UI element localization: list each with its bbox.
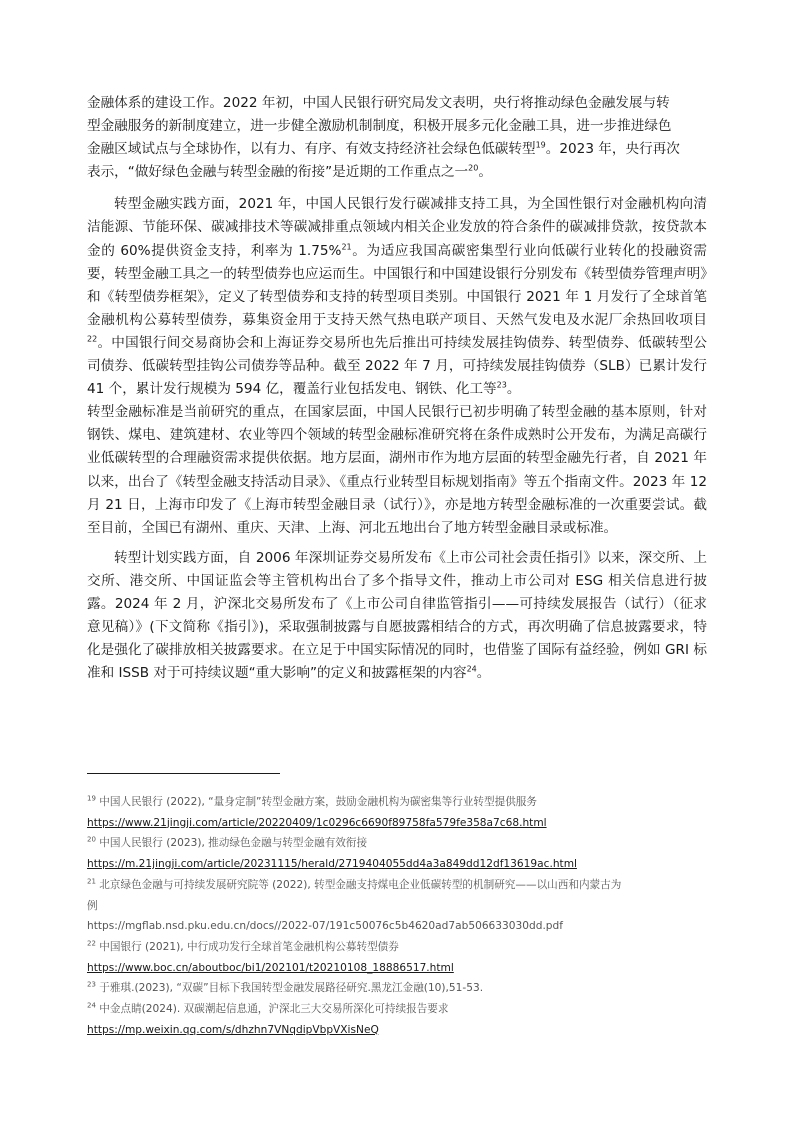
footnote-19 xyxy=(87,792,707,813)
footnote-text: 北京绿色金融与可持续发展研究院等 (2022), 转型金融支持煤电企业低碳转型的机制研究——以山西和内蒙古为 xyxy=(99,878,622,891)
footnote-22 xyxy=(87,937,707,958)
footnote-24-link-line xyxy=(87,1020,707,1041)
footnote-22-link-line xyxy=(87,958,707,979)
footnote-20-link-line xyxy=(87,854,707,875)
footnote-text: 中金点睛(2024). 双碳潮起信息通，沪深北三大交易所深化可持续报告要求 xyxy=(99,1003,449,1016)
footnote-link[interactable]: https://mp.weixin.qq.com/s/dhzhn7VNqdipVbpVXisNeQ xyxy=(87,1023,379,1036)
paragraph-1-line-4-tail: 。 xyxy=(478,164,492,181)
footnote-21-source: https://mgflab.nsd.pku.edu.cn/docs//2022-07/191c50076c5b4620ad7ab506633030dd.pdf xyxy=(87,920,563,933)
footnote-ref-23[interactable]: 23 xyxy=(496,380,507,390)
paragraph-1 xyxy=(87,92,707,184)
footnote-text: 中国银行 (2021), 中行成功发行全球首笔金融机构公募转型债券 xyxy=(99,940,399,953)
footnote-19-link-line xyxy=(87,813,707,834)
footnote-23 xyxy=(87,978,707,999)
footnote-ref-19[interactable]: 19 xyxy=(535,140,546,150)
paragraph-4 xyxy=(87,547,707,686)
footnote-number: 19 xyxy=(87,794,96,803)
footnote-link[interactable]: https://www.21jingji.com/article/20220409/1c0296c6690f89758fa579fe358a7c68.html xyxy=(87,816,547,829)
footnote-number: 24 xyxy=(87,1001,96,1010)
body-text xyxy=(87,92,707,685)
footnote-number: 22 xyxy=(87,939,96,948)
paragraph-2-text-c: 。中国银行间交易商协会和上海证券交易所也先后推出可持续发展挂钩债券、转型债券、低碳转型公司债券、低碳转型挂钩公司债券等品种。截至 2022 年 7 月，可持续发展挂钩债券（SLB）已累计发行 41 个，累计发行规模为 594 亿，覆盖行业包括发电、钢铁、化工等 xyxy=(87,334,707,398)
footnote-21 xyxy=(87,875,707,896)
paragraph-1-line-1: 金融体系的建设工作。2022 年初，中国人民银行研究局发文表明，央行将推动绿色金融发展与转 xyxy=(87,95,670,111)
footnote-ref-21[interactable]: 21 xyxy=(341,242,352,252)
paragraph-3: 转型金融标准是当前研究的重点，在国家层面，中国人民银行已初步明确了转型金融的基本原则，针对钢铁、煤电、建筑建材、农业等四个领域的转型金融标准研究将在条件成熟时公开发布，为满足高碳行业低碳转型的合理融资需求提供依据。地方层面，湖州市作为地方层面的转型金融先行者，自 2021 年以来，出台了《转型金融支持活动目录》、《重点行业转型目标规划指南》等五个指南文件。2023 年 12 月 21 日，上海市印发了《上海市转型金融目录（试行）》，亦是地方转型金融标准的一次重要尝试。截至目前，全国已有湖州、重庆、天津、上海、河北五地出台了地方转型金融目录或标准。 xyxy=(87,404,707,536)
footnote-number: 20 xyxy=(87,835,96,844)
footnote-21-continuation: 例 xyxy=(87,899,98,912)
footnote-number: 21 xyxy=(87,877,96,886)
paragraph-2-text-b: 。为适应我国高碳密集型行业向低碳行业转化的投融资需要，转型金融工具之一的转型债券也应运而生。中国银行和中国建设银行分别发布《转型债券管理声明》和《转型债券框架》，定义了转型债券和支持的转型项目类别。中国银行 2021 年 1 月发行了全球首笔金融机构公募转型债券，募集资金用于支持天然气热电联产项目、天然气发电及水泥厂余热回收项目 xyxy=(87,242,707,328)
paragraph-4-text-a: 转型计划实践方面，自 2006 年深圳证券交易所发布《上市公司社会责任指引》以来，深交所、上交所、港交所、中国证监会等主管机构出台了多个指导文件，推动上市公司对 ESG 相关信息进行披露。2024 年 2 月，沪深北交易所发布了《上市公司自律监管指引——可持续发展报告（试行）（征求意见稿）》(下文简称《指引》)，采取强制披露与自愿披露相结合的方式，再次明确了信息披露要求，特化是强化了碳排放相关披露要求。在立足于中国实际情况的同时，也借鉴了国际有益经验，例如 GRI 标准和 ISSB 对于可持续议题“重大影响”的定义和披露框架的内容 xyxy=(87,549,707,682)
footnotes xyxy=(87,792,707,1040)
footnote-24 xyxy=(87,999,707,1020)
footnote-text: 中国人民银行 (2022), “量身定制”转型金融方案，鼓励金融机构为碳密集等行业转型提供服务 xyxy=(99,796,537,808)
paragraph-1-line-4: 表示，“做好绿色金融与转型金融的衔接”是近期的工作重点之一 xyxy=(87,164,469,181)
footnote-number: 23 xyxy=(87,980,96,989)
footnote-link[interactable]: https://www.boc.cn/aboutboc/bi1/202101/t20210108_18886517.html xyxy=(87,961,454,974)
paragraph-2 xyxy=(87,193,707,401)
paragraph-1-line-3-tail: 。2023 年，央行再次 xyxy=(545,141,680,158)
footnote-divider xyxy=(87,773,280,774)
paragraph-1-line-2: 型金融服务的新制度建立，进一步健全激励机制制度，积极开展多元化金融工具，进一步推进绿色 xyxy=(87,118,672,135)
footnote-ref-22[interactable]: 22 xyxy=(87,334,98,344)
footnote-text: 中国人民银行 (2023), 推动绿色金融与转型金融有效衔接 xyxy=(99,837,368,850)
footnote-link[interactable]: https://m.21jingji.com/article/20231115/herald/2719404055dd4a3a849dd12df13619ac.html xyxy=(87,858,577,871)
paragraph-2-text-a: 转型金融实践方面，2021 年，中国人民银行发行碳减排支持工具，为全国性银行对金融机构向清洁能源、节能环保、碳减排技术等碳减排重点领域内相关企业发放的符合条件的碳减排贷款，按贷款本金的 60%提供资金支持，利率为 1.75% xyxy=(87,196,707,259)
footnote-20 xyxy=(87,833,707,854)
paragraph-1-line-3: 金融区域试点与全球协作，以有力、有序、有效支持经济社会绿色低碳转型 xyxy=(87,141,536,158)
footnote-ref-24[interactable]: 24 xyxy=(466,664,477,674)
footnote-text: 于雅琪.(2023), “双碳”目标下我国转型金融发展路径研究.黑龙江金融(10),51-53. xyxy=(99,982,484,995)
paragraph-4-text-b: 。 xyxy=(476,665,491,682)
paragraph-2-text-d: 。 xyxy=(506,381,521,398)
footnote-ref-20[interactable]: 20 xyxy=(468,163,479,173)
